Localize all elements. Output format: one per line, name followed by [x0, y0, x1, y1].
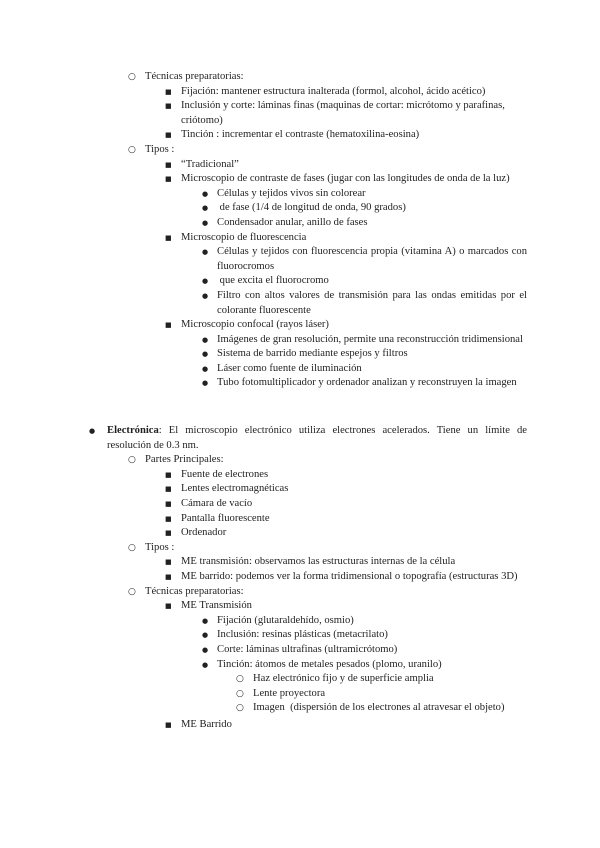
filled-circle-bullet-icon: ● [202, 350, 209, 359]
hollow-circle-bullet-icon: ○ [236, 688, 244, 699]
list-item [202, 187, 527, 202]
parte-item: Lentes electromagnéticas [181, 483, 289, 495]
filled-circle-bullet-icon: ● [202, 218, 209, 227]
filled-circle-bullet-icon: ● [202, 189, 209, 198]
transmision-step: Corte: láminas ultrafinas (ultramicrótomo) [217, 643, 398, 655]
hollow-circle-bullet-icon: ○ [128, 542, 136, 553]
electronica-intro-text: : El microscopio electrónico utiliza electrones acelerados. Tiene un límite de resolución de 0.3 nm. [107, 425, 527, 451]
tipo-detail: Láser como fuente de iluminación [217, 362, 362, 374]
hollow-circle-bullet-icon: ○ [128, 455, 136, 466]
tipos-title: Tipos : [145, 541, 175, 553]
hollow-circle-bullet-icon: ○ [236, 674, 244, 685]
list-item [202, 274, 527, 289]
tipo-label: “Tradicional” [181, 158, 239, 170]
list-item [128, 453, 527, 541]
parte-item: Cámara de vacío [181, 497, 253, 509]
transmision-label: ME Transmisión [181, 600, 252, 612]
parte-item: Fuente de electrones [181, 468, 269, 480]
filled-circle-bullet-icon: ● [202, 616, 209, 625]
electron-section [89, 424, 527, 732]
parte-item: Pantalla fluorescente [181, 512, 270, 524]
list-item [165, 468, 527, 483]
list-item [202, 376, 527, 391]
filled-circle-bullet-icon: ● [202, 204, 209, 213]
tipo-detail: Filtro con altos valores de transmisión para las ondas emitidas por el colorante fluorescente [217, 289, 527, 316]
list-item [202, 216, 527, 231]
list-item [202, 347, 527, 362]
tipo-detail: de fase (1/4 de longitud de onda, 90 grados) [217, 202, 406, 214]
list-item [165, 497, 527, 512]
list-item [165, 318, 527, 391]
tipo-label: Microscopio de fluorescencia [181, 231, 307, 243]
list-item [202, 333, 527, 348]
list-item [165, 570, 527, 585]
square-bullet-icon: ■ [165, 485, 172, 494]
square-bullet-icon: ■ [165, 160, 172, 169]
tipos-title: Tipos : [145, 143, 175, 155]
tincion-detail: Haz electrónico fijo y de superficie amplia [253, 673, 434, 685]
list-item [89, 424, 527, 732]
tipo-detail: que excita el fluorocromo [217, 275, 329, 287]
list-item [236, 672, 527, 687]
list-item [202, 201, 527, 216]
list-item [165, 555, 527, 570]
list-item [165, 85, 527, 100]
list-item [128, 541, 527, 585]
electronica-intro [107, 424, 527, 453]
tipo-detail: Imágenes de gran resolución, permite una reconstrucción tridimensional [217, 333, 523, 345]
tincion-detail: Lente proyectora [253, 687, 326, 699]
transmision-step: Tinción: átomos de metales pesados (plomo, uranilo) [217, 658, 442, 670]
filled-circle-bullet-icon: ● [202, 364, 209, 373]
tecnicas-title: Técnicas preparatorias: [145, 71, 244, 82]
transmision-step: Inclusión: resinas plásticas (metacrilato) [217, 629, 388, 641]
filled-circle-bullet-icon: ● [202, 277, 209, 286]
tecnica-item: Tinción : incrementar el contraste (hematoxilina-eosina) [181, 129, 420, 141]
square-bullet-icon: ■ [165, 131, 172, 140]
tecnica-item: Inclusión y corte: láminas finas (maquinas de cortar: micrótomo y parafinas, criótomo) [181, 100, 505, 126]
list-item [165, 172, 527, 230]
square-bullet-icon: ■ [165, 321, 172, 330]
electronica-heading: Electrónica [107, 425, 159, 436]
list-item [165, 526, 527, 541]
square-bullet-icon: ■ [165, 102, 172, 111]
filled-circle-bullet-icon: ● [89, 427, 96, 435]
filled-circle-bullet-icon: ● [202, 631, 209, 640]
list-item [128, 143, 527, 391]
list-item [165, 158, 527, 173]
hollow-circle-bullet-icon: ○ [128, 586, 136, 597]
filled-circle-bullet-icon: ● [202, 660, 209, 669]
filled-circle-bullet-icon: ● [202, 645, 209, 654]
list-item [165, 482, 527, 497]
tipo-detail: Tubo fotomultiplicador y ordenador analizan y reconstruyen la imagen [217, 377, 517, 389]
filled-circle-bullet-icon: ● [202, 291, 209, 300]
filled-circle-bullet-icon: ● [202, 379, 209, 388]
tipo-label: Microscopio de contraste de fases (jugar con las longitudes de onda de la luz) [181, 173, 510, 185]
list-item [202, 658, 527, 716]
list-item [165, 128, 527, 143]
tecnicas-title: Técnicas preparatorias: [145, 585, 244, 597]
square-bullet-icon: ■ [165, 87, 172, 96]
square-bullet-icon: ■ [165, 470, 172, 479]
list-item [202, 245, 527, 274]
list-item [202, 362, 527, 377]
square-bullet-icon: ■ [165, 720, 172, 729]
tecnica-item: Fijación: mantener estructura inalterada (formol, alcohol, ácido acético) [181, 85, 486, 97]
list-item [165, 99, 527, 128]
filled-circle-bullet-icon: ● [202, 248, 209, 257]
list-item [128, 585, 527, 733]
optical-section [128, 70, 527, 391]
list-item [202, 628, 527, 643]
tipo-detail: Células y tejidos vivos sin colorear [217, 187, 366, 199]
square-bullet-icon: ■ [165, 602, 172, 611]
square-bullet-icon: ■ [165, 529, 172, 538]
list-item [128, 70, 527, 143]
list-item [165, 231, 527, 319]
list-item [202, 289, 527, 318]
square-bullet-icon: ■ [165, 558, 172, 567]
tipo-item: ME transmisión: observamos las estructuras internas de la célula [181, 556, 456, 568]
filled-circle-bullet-icon: ● [202, 335, 209, 344]
list-item [202, 614, 527, 629]
square-bullet-icon: ■ [165, 499, 172, 508]
list-item [202, 643, 527, 658]
list-item [165, 718, 527, 733]
parte-item: Ordenador [181, 527, 227, 539]
tipo-detail: Condensador anular, anillo de fases [217, 216, 368, 228]
square-bullet-icon: ■ [165, 514, 172, 523]
hollow-circle-bullet-icon: ○ [128, 72, 136, 82]
square-bullet-icon: ■ [165, 572, 172, 581]
tipo-label: Microscopio confocal (rayos láser) [181, 319, 329, 331]
tipo-detail: Sistema de barrido mediante espejos y filtros [217, 348, 408, 360]
list-item [165, 599, 527, 716]
barrido-label: ME Barrido [181, 718, 232, 730]
transmision-step: Fijación (glutaraldehído, osmio) [217, 614, 354, 626]
hollow-circle-bullet-icon: ○ [236, 703, 244, 714]
square-bullet-icon: ■ [165, 175, 172, 184]
tincion-detail: Imagen (dispersión de los electrones al atravesar el objeto) [253, 702, 505, 714]
list-item [236, 701, 527, 716]
partes-title: Partes Principales: [145, 454, 224, 466]
hollow-circle-bullet-icon: ○ [128, 144, 136, 155]
list-item [236, 687, 527, 702]
square-bullet-icon: ■ [165, 233, 172, 242]
tipo-detail: Células y tejidos con fluorescencia propia (vitamina A) o marcados con fluorocromos [217, 246, 527, 272]
list-item [165, 512, 527, 527]
tipo-item: ME barrido: podemos ver la forma tridimensional o topografía (estructuras 3D) [181, 570, 518, 582]
